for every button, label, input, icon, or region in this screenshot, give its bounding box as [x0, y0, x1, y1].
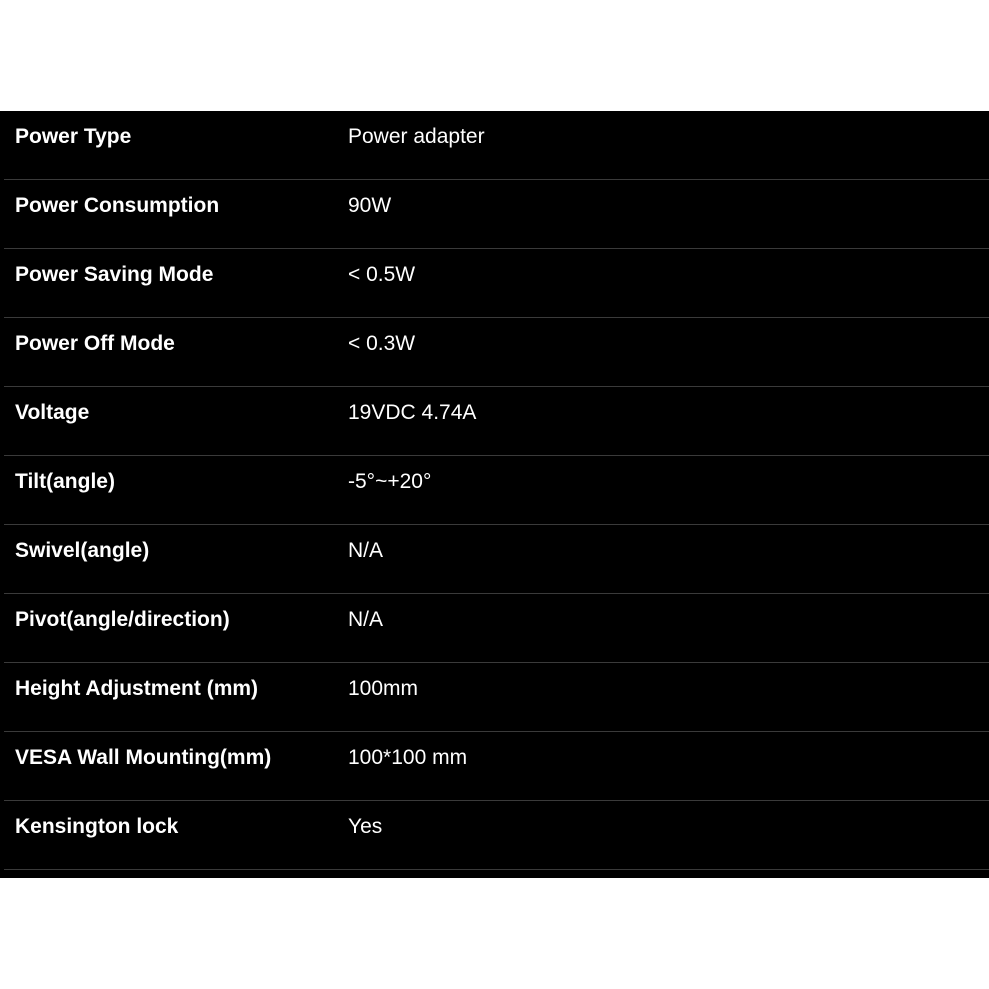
spec-value: 19VDC 4.74A [348, 401, 477, 424]
spec-label: Swivel(angle) [15, 539, 150, 562]
spec-row-height-adjustment [4, 663, 989, 732]
spec-label: VESA Wall Mounting(mm) [15, 746, 272, 769]
spec-value: Yes [348, 815, 383, 838]
spec-label: Height Adjustment (mm) [15, 677, 259, 700]
spec-label: Power Saving Mode [15, 263, 214, 286]
spec-label: Power Type [15, 125, 132, 148]
spec-row-power-consumption [4, 180, 989, 249]
spec-row-kensington-lock [4, 801, 989, 870]
spec-label: Voltage [15, 401, 90, 424]
spec-row-power-type [4, 111, 989, 180]
spec-label: Power Consumption [15, 194, 220, 217]
spec-value: Power adapter [348, 125, 485, 148]
spec-value: 100*100 mm [348, 746, 468, 769]
spec-label: Tilt(angle) [15, 470, 115, 493]
spec-value: -5°~+20° [348, 470, 432, 493]
spec-value: < 0.5W [348, 263, 416, 286]
spec-row-tilt [4, 456, 989, 525]
spec-value: N/A [348, 608, 384, 631]
spec-row-swivel [4, 525, 989, 594]
spec-value: N/A [348, 539, 384, 562]
spec-value: 90W [348, 194, 392, 217]
spec-row-voltage [4, 387, 989, 456]
spec-row-power-off-mode [4, 318, 989, 387]
spec-label: Power Off Mode [15, 332, 175, 355]
spec-value: < 0.3W [348, 332, 416, 355]
spec-label: Kensington lock [15, 815, 179, 838]
spec-row-pivot [4, 594, 989, 663]
spec-row-power-saving-mode [4, 249, 989, 318]
spec-value: 100mm [348, 677, 419, 700]
spec-label: Pivot(angle/direction) [15, 608, 230, 631]
spec-table [0, 111, 989, 878]
spec-row-vesa-wall-mounting [4, 732, 989, 801]
